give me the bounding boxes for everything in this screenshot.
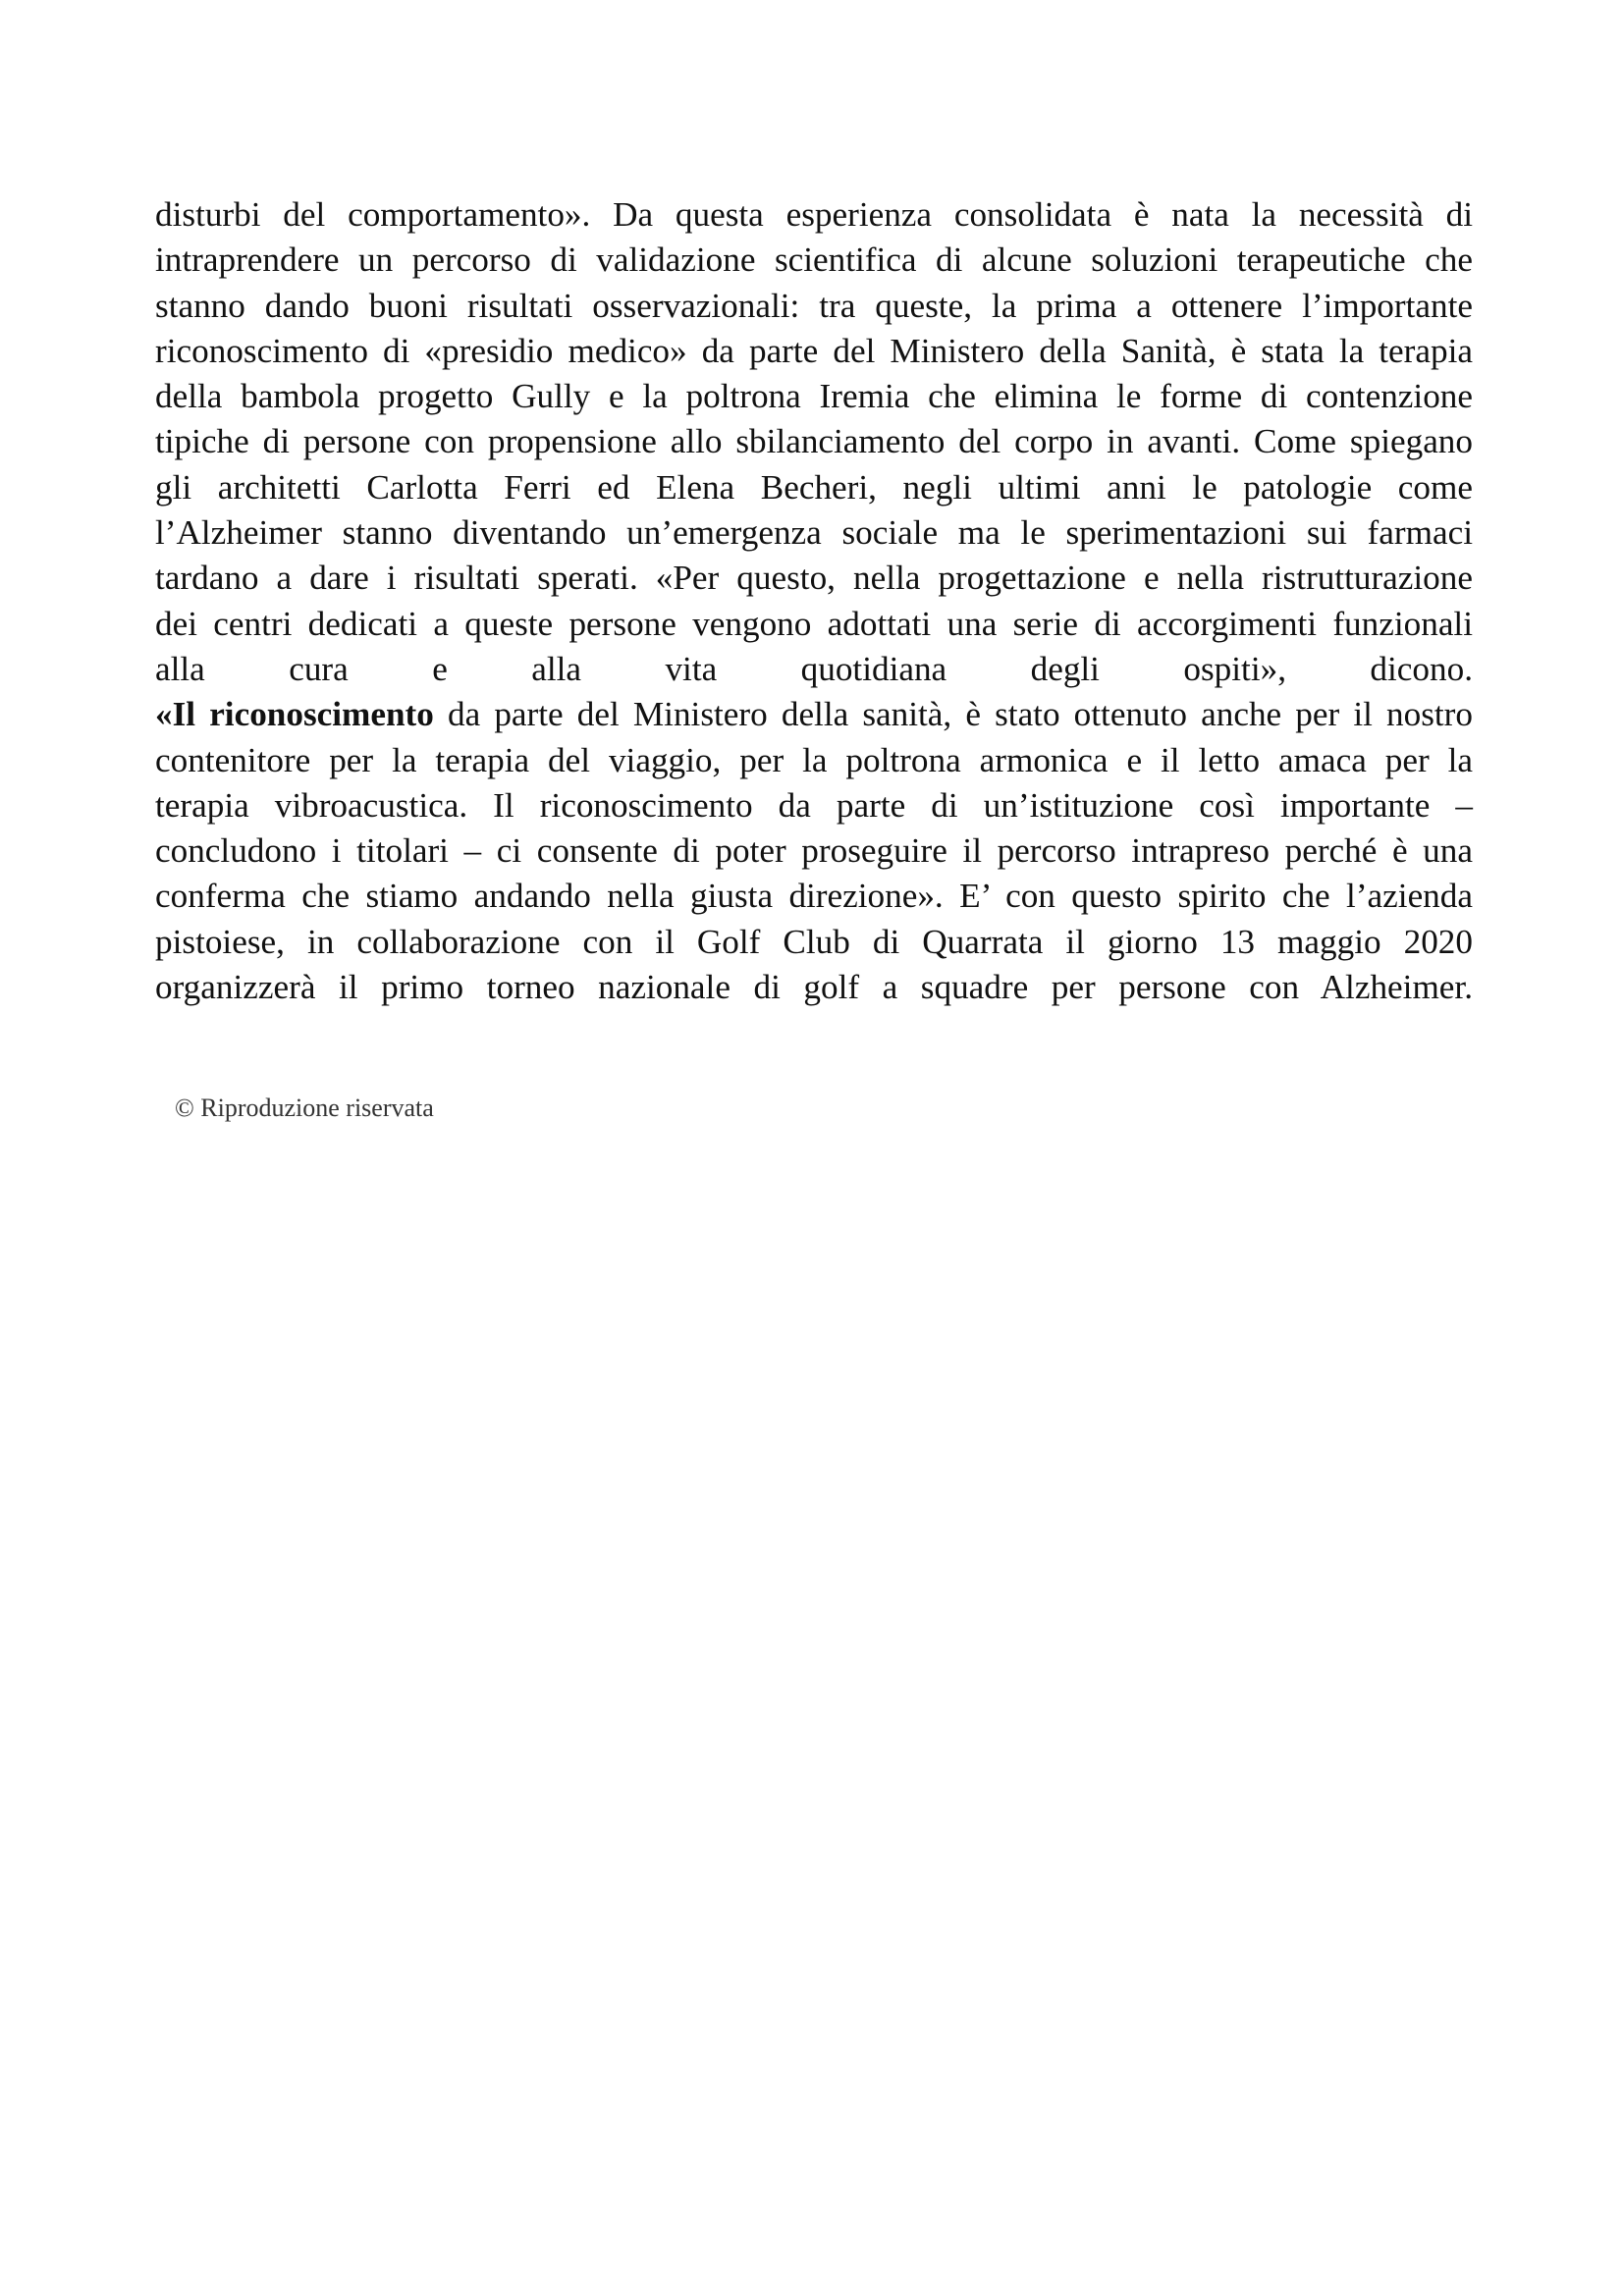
article-line-bold-lead	[155, 692, 1473, 737]
article-line: concludono i titolari – ci consente di poter proseguire il percorso intrapreso perché è una	[155, 831, 1473, 871]
bold-line-rest: da parte del Ministero della sanità, è stato ottenuto anche per il nostro	[433, 695, 1473, 734]
article-line: l’Alzheimer stanno diventando un’emergenza sociale ma le sperimentazioni sui farmaci	[155, 513, 1473, 553]
article-line: alla cura e alla vita quotidiana degli ospiti», dicono.	[155, 649, 1473, 688]
article-line: conferma che stiamo andando nella giusta direzione». E’ con questo spirito che l’azienda	[155, 877, 1473, 916]
article-line: dei centri dedicati a queste persone vengono adottati una serie di accorgimenti funzionali	[155, 604, 1473, 643]
article-line: gli architetti Carlotta Ferri ed Elena Becheri, negli ultimi anni le patologie come	[155, 467, 1473, 507]
article-line: organizzerà il primo torneo nazionale di golf a squadre per persone con Alzheimer.	[155, 968, 1473, 1007]
article-line: terapia vibroacustica. Il riconoscimento da parte di un’istituzione così importante –	[155, 785, 1473, 825]
bold-lead-text: «Il riconoscimento	[155, 695, 434, 734]
article-line: riconoscimento di «presidio medico» da parte del Ministero della Sanità, è stata la terapia	[155, 331, 1473, 370]
article-line: contenitore per la terapia del viaggio, per la poltrona armonica e il letto amaca per la	[155, 740, 1473, 779]
copyright-notice: © Riproduzione riservata	[175, 1094, 434, 1122]
article-line: tardano a dare i risultati sperati. «Per questo, nella progettazione e nella ristrutturazione	[155, 559, 1473, 598]
article-body	[155, 192, 1473, 1010]
article-line: stanno dando buoni risultati osservazionali: tra queste, la prima a ottenere l’importante	[155, 286, 1473, 325]
article-line: disturbi del comportamento». Da questa esperienza consolidata è nata la necessità di	[155, 195, 1473, 234]
article-line: della bambola progetto Gully e la poltrona Iremia che elimina le forme di contenzione	[155, 377, 1473, 416]
article-line: pistoiese, in collaborazione con il Golf Club di Quarrata il giorno 13 maggio 2020	[155, 922, 1473, 961]
article-line: tipiche di persone con propensione allo sbilanciamento del corpo in avanti. Come spiegano	[155, 422, 1473, 461]
article-line: intraprendere un percorso di validazione scientifica di alcune soluzioni terapeutiche che	[155, 240, 1473, 280]
